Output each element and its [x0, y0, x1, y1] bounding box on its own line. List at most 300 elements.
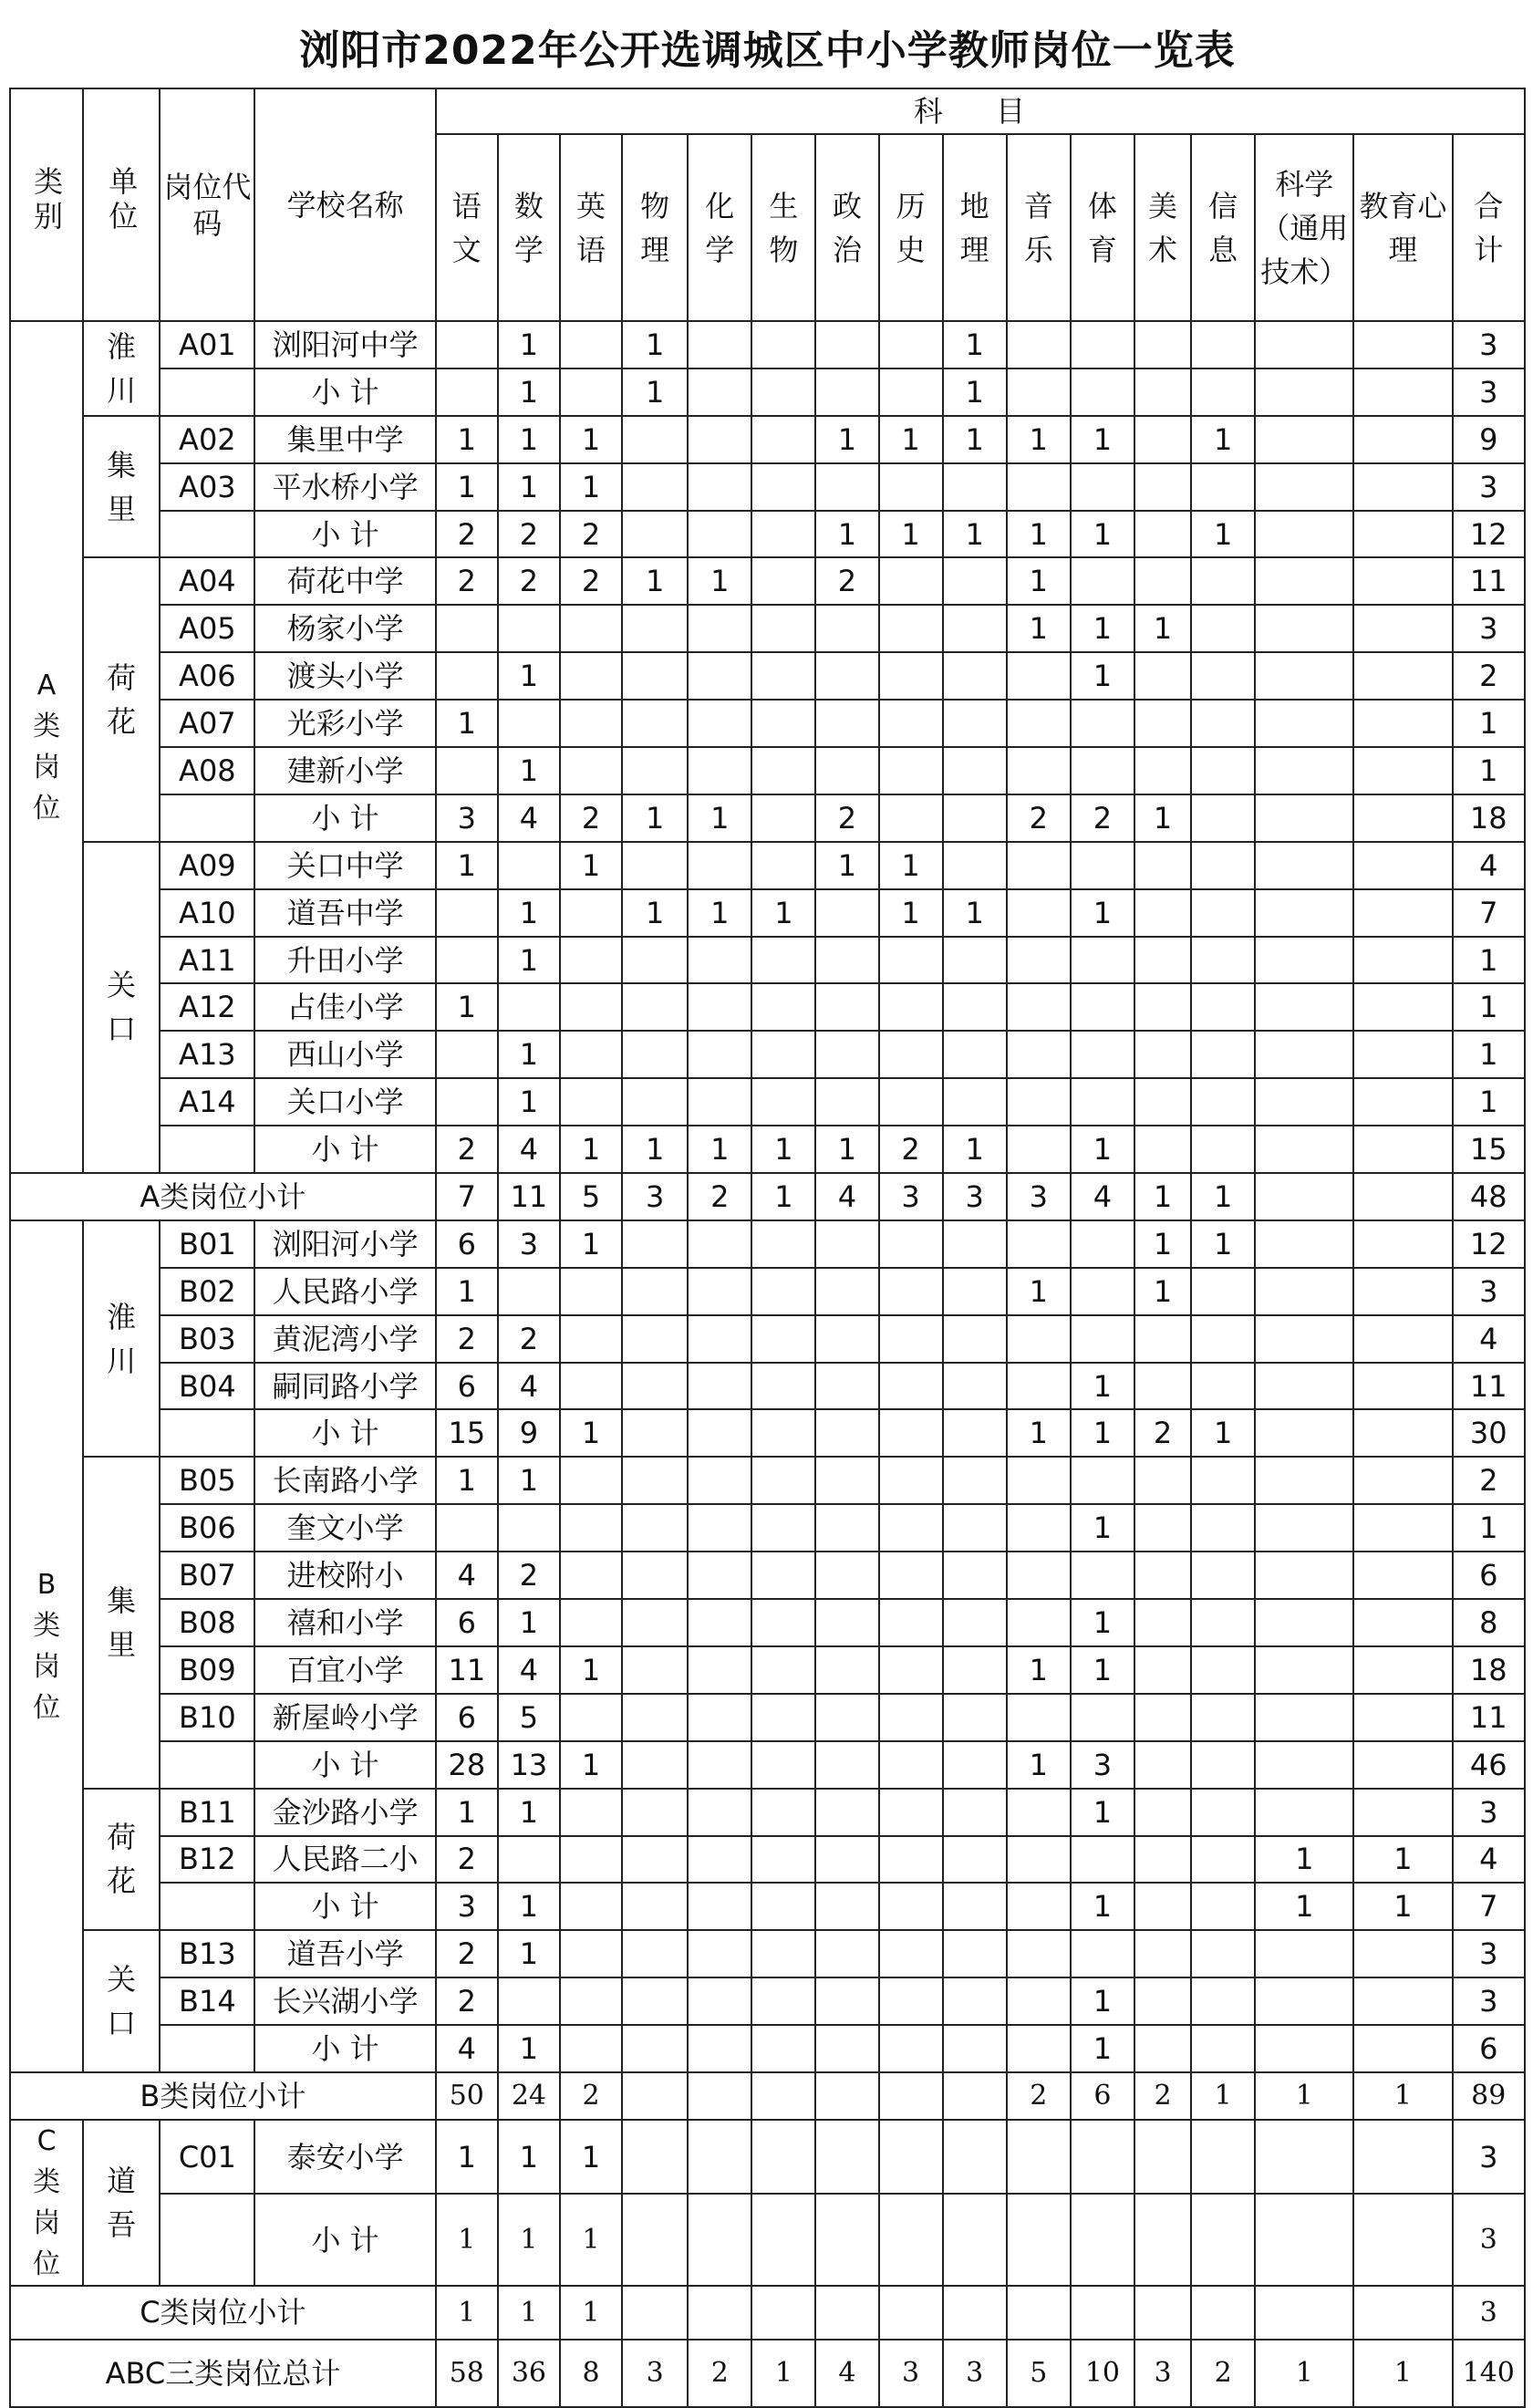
value-cell: [879, 747, 943, 794]
value-cell: 1: [498, 2194, 560, 2285]
value-cell: [436, 1504, 498, 1552]
value-cell: [1007, 1883, 1071, 1930]
category-subtotal-label: A类岗位小计: [10, 1173, 436, 1220]
value-cell: [498, 1977, 560, 2025]
value-cell: 4: [815, 2340, 878, 2407]
value-cell: 1: [879, 511, 943, 558]
value-cell: [1353, 1789, 1452, 1836]
value-cell: 3: [879, 2340, 943, 2407]
value-cell: 2: [436, 557, 498, 605]
value-cell: [1007, 463, 1071, 511]
value-cell: 11: [1453, 557, 1525, 605]
value-cell: 12: [1453, 1220, 1525, 1268]
school-name: 人民路二小: [254, 1836, 435, 1884]
value-cell: 15: [1453, 1126, 1525, 1173]
value-cell: [1071, 2120, 1134, 2195]
value-cell: [1134, 1126, 1191, 1173]
value-cell: [1255, 1552, 1353, 1599]
value-cell: 4: [498, 1363, 560, 1410]
school-name: 关口小学: [254, 1078, 435, 1126]
value-cell: [1134, 1078, 1191, 1126]
header-subject-label: 语文: [451, 188, 482, 267]
value-cell: [1255, 889, 1353, 937]
unit-cell: [83, 416, 160, 558]
value-cell: [688, 1315, 751, 1363]
value-cell: [1353, 1031, 1452, 1078]
value-cell: 3: [436, 1883, 498, 1930]
value-cell: 3: [498, 1220, 560, 1268]
unit-cell: [83, 842, 160, 1173]
value-cell: [1134, 511, 1191, 558]
value-cell: [1007, 652, 1071, 700]
value-cell: [498, 700, 560, 747]
value-cell: 3: [943, 2340, 1007, 2407]
subtotal-label: 小 计: [254, 368, 435, 416]
value-cell: 1: [436, 416, 498, 463]
value-cell: [622, 937, 688, 984]
subtotal-label: 小 计: [254, 511, 435, 558]
value-cell: [879, 1741, 943, 1789]
value-cell: 1: [1071, 652, 1134, 700]
value-cell: 3: [1453, 2286, 1525, 2340]
value-cell: [688, 700, 751, 747]
value-cell: [879, 463, 943, 511]
value-cell: [1255, 1409, 1353, 1457]
value-cell: 6: [436, 1599, 498, 1646]
value-cell: [1353, 1599, 1452, 1646]
table-row: [10, 416, 1525, 463]
value-cell: [1134, 557, 1191, 605]
value-cell: [1134, 2194, 1191, 2285]
school-name: 道吾中学: [254, 889, 435, 937]
value-cell: [436, 1031, 498, 1078]
header-code: 岗位代码: [160, 88, 254, 321]
value-cell: [879, 937, 943, 984]
value-cell: 1: [879, 416, 943, 463]
value-cell: [943, 937, 1007, 984]
value-cell: [815, 2120, 878, 2195]
value-cell: 1: [1353, 1883, 1452, 1930]
value-cell: [688, 1220, 751, 1268]
unit-subtotal-row: [10, 794, 1525, 842]
value-cell: [1353, 937, 1452, 984]
value-cell: [1255, 1268, 1353, 1315]
value-cell: [815, 1552, 878, 1599]
value-cell: 3: [1453, 1930, 1525, 1977]
table-row: [10, 842, 1525, 889]
value-cell: 1: [498, 1078, 560, 1126]
value-cell: [879, 1504, 943, 1552]
value-cell: 1: [498, 1883, 560, 1930]
value-cell: [622, 1409, 688, 1457]
value-cell: [1353, 1078, 1452, 1126]
value-cell: 3: [1453, 2194, 1525, 2285]
header-subject-14: [1255, 134, 1353, 321]
value-cell: 18: [1453, 794, 1525, 842]
category-subtotal-row: [10, 1173, 1525, 1220]
value-cell: [1191, 557, 1255, 605]
value-cell: [622, 463, 688, 511]
position-code: B11: [160, 1789, 254, 1836]
value-cell: [1071, 557, 1134, 605]
unit-label: 集里: [107, 447, 137, 526]
value-cell: [622, 1268, 688, 1315]
value-cell: [1353, 1220, 1452, 1268]
value-cell: 1: [751, 2340, 815, 2407]
value-cell: [943, 1220, 1007, 1268]
value-cell: [1191, 1883, 1255, 1930]
value-cell: 13: [498, 1741, 560, 1789]
value-cell: [815, 889, 878, 937]
value-cell: [560, 1363, 622, 1410]
value-cell: [1007, 983, 1071, 1031]
school-name: 杨家小学: [254, 605, 435, 652]
value-cell: [622, 2025, 688, 2072]
table-row: [10, 983, 1525, 1031]
value-cell: [751, 1315, 815, 1363]
value-cell: [1007, 2194, 1071, 2285]
value-cell: [560, 1977, 622, 2025]
value-cell: 6: [1453, 2025, 1525, 2072]
value-cell: 1: [1453, 747, 1525, 794]
value-cell: 1: [879, 889, 943, 937]
value-cell: 1: [622, 321, 688, 368]
value-cell: [1191, 1646, 1255, 1694]
value-cell: 140: [1453, 2340, 1525, 2407]
position-code: C01: [160, 2120, 254, 2195]
value-cell: [815, 1599, 878, 1646]
position-code: A07: [160, 700, 254, 747]
value-cell: [688, 937, 751, 984]
value-cell: [498, 842, 560, 889]
value-cell: [943, 1599, 1007, 1646]
value-cell: [1191, 747, 1255, 794]
position-code: [160, 1741, 254, 1789]
table-row: [10, 321, 1525, 368]
table-row: [10, 1031, 1525, 1078]
value-cell: 2: [560, 794, 622, 842]
value-cell: 1: [943, 368, 1007, 416]
value-cell: 46: [1453, 1741, 1525, 1789]
value-cell: [1191, 1126, 1255, 1173]
value-cell: 1: [560, 1646, 622, 1694]
value-cell: [560, 1789, 622, 1836]
value-cell: [1353, 700, 1452, 747]
value-cell: [879, 794, 943, 842]
table-row: [10, 1552, 1525, 1599]
value-cell: 1: [1191, 2072, 1255, 2120]
value-cell: [751, 1552, 815, 1599]
unit-subtotal-row: [10, 1409, 1525, 1457]
value-cell: 4: [436, 2025, 498, 2072]
value-cell: [1255, 1220, 1353, 1268]
value-cell: [1191, 937, 1255, 984]
value-cell: 4: [498, 794, 560, 842]
value-cell: 6: [1071, 2072, 1134, 2120]
value-cell: [1353, 1409, 1452, 1457]
value-cell: 24: [498, 2072, 560, 2120]
value-cell: 1: [436, 463, 498, 511]
value-cell: [688, 511, 751, 558]
value-cell: [751, 321, 815, 368]
value-cell: [815, 1078, 878, 1126]
value-cell: [688, 368, 751, 416]
value-cell: [1007, 2286, 1071, 2340]
value-cell: [815, 1504, 878, 1552]
value-cell: [751, 1883, 815, 1930]
value-cell: [1255, 652, 1353, 700]
value-cell: [879, 1078, 943, 1126]
position-code: A12: [160, 983, 254, 1031]
value-cell: [1191, 321, 1255, 368]
value-cell: [815, 2072, 878, 2120]
value-cell: 89: [1453, 2072, 1525, 2120]
position-code: [160, 511, 254, 558]
value-cell: [943, 463, 1007, 511]
value-cell: [1255, 1977, 1353, 2025]
value-cell: [1191, 1031, 1255, 1078]
category-label: C类岗位: [33, 2124, 61, 2280]
header-subject-label: 体育: [1087, 188, 1117, 267]
value-cell: 1: [1453, 700, 1525, 747]
value-cell: [815, 1268, 878, 1315]
value-cell: [1255, 2025, 1353, 2072]
value-cell: 1: [1007, 1268, 1071, 1315]
position-code: B08: [160, 1599, 254, 1646]
value-cell: [1134, 700, 1191, 747]
value-cell: [688, 1031, 751, 1078]
value-cell: 4: [1453, 842, 1525, 889]
value-cell: 11: [436, 1646, 498, 1694]
value-cell: [879, 1457, 943, 1504]
value-cell: [943, 605, 1007, 652]
value-cell: [622, 416, 688, 463]
value-cell: [943, 652, 1007, 700]
value-cell: 2: [1007, 794, 1071, 842]
value-cell: [1255, 794, 1353, 842]
category-cell: [10, 2120, 83, 2286]
value-cell: 1: [1191, 1409, 1255, 1457]
table-row: [10, 889, 1525, 937]
value-cell: [1255, 605, 1353, 652]
value-cell: [1007, 1315, 1071, 1363]
value-cell: 1: [1191, 511, 1255, 558]
value-cell: [1255, 1126, 1353, 1173]
value-cell: 1: [560, 2286, 622, 2340]
table-row: [10, 1930, 1525, 1977]
value-cell: 2: [436, 1836, 498, 1884]
value-cell: 1: [498, 937, 560, 984]
value-cell: [1071, 937, 1134, 984]
value-cell: [879, 1363, 943, 1410]
value-cell: [1134, 1457, 1191, 1504]
subtotal-label: 小 计: [254, 1409, 435, 1457]
value-cell: [1353, 747, 1452, 794]
value-cell: 12: [1453, 511, 1525, 558]
value-cell: 1: [751, 1173, 815, 1220]
value-cell: [751, 463, 815, 511]
value-cell: [879, 605, 943, 652]
school-name: 占佳小学: [254, 983, 435, 1031]
value-cell: 7: [1453, 889, 1525, 937]
value-cell: 1: [498, 747, 560, 794]
value-cell: [1134, 2025, 1191, 2072]
value-cell: 1: [1134, 1268, 1191, 1315]
value-cell: [815, 2194, 878, 2285]
value-cell: 1: [943, 889, 1007, 937]
value-cell: [1255, 321, 1353, 368]
value-cell: [943, 842, 1007, 889]
value-cell: [1191, 1836, 1255, 1884]
header-row-top: [10, 88, 1525, 134]
school-name: 禧和小学: [254, 1599, 435, 1646]
value-cell: [1255, 1363, 1353, 1410]
value-cell: 1: [622, 889, 688, 937]
value-cell: [560, 700, 622, 747]
value-cell: [622, 1363, 688, 1410]
value-cell: 1: [1071, 416, 1134, 463]
value-cell: [1071, 1694, 1134, 1741]
value-cell: 1: [815, 842, 878, 889]
value-cell: [1191, 652, 1255, 700]
value-cell: [879, 700, 943, 747]
header-subject-7: [815, 134, 878, 321]
position-code: [160, 1126, 254, 1173]
value-cell: [943, 1078, 1007, 1126]
value-cell: 1: [560, 1126, 622, 1173]
value-cell: [498, 1268, 560, 1315]
value-cell: [1134, 416, 1191, 463]
value-cell: 1: [943, 511, 1007, 558]
value-cell: 1: [498, 1599, 560, 1646]
value-cell: [688, 1977, 751, 2025]
value-cell: [879, 1552, 943, 1599]
header-subject-8: [879, 134, 943, 321]
value-cell: [1255, 700, 1353, 747]
position-code: B01: [160, 1220, 254, 1268]
value-cell: [1134, 1363, 1191, 1410]
value-cell: [815, 2025, 878, 2072]
value-cell: [1007, 1457, 1071, 1504]
value-cell: [1071, 368, 1134, 416]
value-cell: 3: [622, 2340, 688, 2407]
value-cell: [498, 1836, 560, 1884]
value-cell: 2: [560, 557, 622, 605]
value-cell: 3: [943, 1173, 1007, 1220]
value-cell: [560, 1694, 622, 1741]
value-cell: [1134, 842, 1191, 889]
value-cell: 3: [1453, 463, 1525, 511]
value-cell: 1: [498, 1930, 560, 1977]
value-cell: [751, 2072, 815, 2120]
subtotal-label: 小 计: [254, 1741, 435, 1789]
category-label: A类岗位: [33, 669, 61, 825]
value-cell: 1: [751, 889, 815, 937]
header-subject-label: 历史: [896, 188, 926, 267]
value-cell: 9: [498, 1409, 560, 1457]
value-cell: 2: [815, 557, 878, 605]
value-cell: [436, 368, 498, 416]
value-cell: 8: [560, 2340, 622, 2407]
value-cell: [1255, 416, 1353, 463]
value-cell: [1007, 700, 1071, 747]
value-cell: [1353, 1646, 1452, 1694]
value-cell: [751, 1646, 815, 1694]
value-cell: 1: [436, 700, 498, 747]
value-cell: [1007, 1599, 1071, 1646]
table-row: [10, 1977, 1525, 2025]
value-cell: 5: [1007, 2340, 1071, 2407]
value-cell: [943, 2286, 1007, 2340]
value-cell: [1191, 2025, 1255, 2072]
value-cell: [815, 652, 878, 700]
position-code: A09: [160, 842, 254, 889]
value-cell: [1134, 1741, 1191, 1789]
value-cell: [436, 889, 498, 937]
header-subject-3: [560, 134, 622, 321]
value-cell: [688, 416, 751, 463]
value-cell: 4: [498, 1646, 560, 1694]
value-cell: [1255, 937, 1353, 984]
value-cell: [1191, 700, 1255, 747]
value-cell: 1: [1071, 1789, 1134, 1836]
value-cell: [1255, 1173, 1353, 1220]
value-cell: [688, 1694, 751, 1741]
category-cell: [10, 321, 83, 1173]
position-code: B03: [160, 1315, 254, 1363]
position-code: A10: [160, 889, 254, 937]
value-cell: 2: [498, 557, 560, 605]
value-cell: [1134, 652, 1191, 700]
school-name: 嗣同路小学: [254, 1363, 435, 1410]
value-cell: [560, 747, 622, 794]
value-cell: [560, 1836, 622, 1884]
header-subject-label: 数学: [513, 188, 544, 267]
value-cell: [560, 1078, 622, 1126]
value-cell: [815, 1930, 878, 1977]
value-cell: [751, 605, 815, 652]
value-cell: [1255, 1646, 1353, 1694]
value-cell: [1353, 794, 1452, 842]
value-cell: [815, 747, 878, 794]
table-row: [10, 1504, 1525, 1552]
value-cell: [1134, 937, 1191, 984]
header-subject-label: 合计: [1474, 188, 1504, 267]
value-cell: [1134, 463, 1191, 511]
value-cell: 1: [560, 416, 622, 463]
value-cell: 2: [498, 511, 560, 558]
value-cell: [879, 1977, 943, 2025]
value-cell: 1: [1007, 1741, 1071, 1789]
value-cell: 1: [688, 1126, 751, 1173]
value-cell: [436, 1078, 498, 1126]
value-cell: [879, 1789, 943, 1836]
value-cell: 2: [560, 2072, 622, 2120]
value-cell: [879, 2025, 943, 2072]
value-cell: [1255, 1599, 1353, 1646]
value-cell: 6: [1453, 1552, 1525, 1599]
value-cell: [815, 368, 878, 416]
unit-label: 关口: [107, 1962, 137, 2041]
value-cell: [1071, 700, 1134, 747]
subtotal-label: 小 计: [254, 1126, 435, 1173]
value-cell: [622, 1315, 688, 1363]
value-cell: [879, 1883, 943, 1930]
value-cell: [1353, 2120, 1452, 2195]
value-cell: [751, 747, 815, 794]
value-cell: [1255, 1315, 1353, 1363]
value-cell: [879, 557, 943, 605]
